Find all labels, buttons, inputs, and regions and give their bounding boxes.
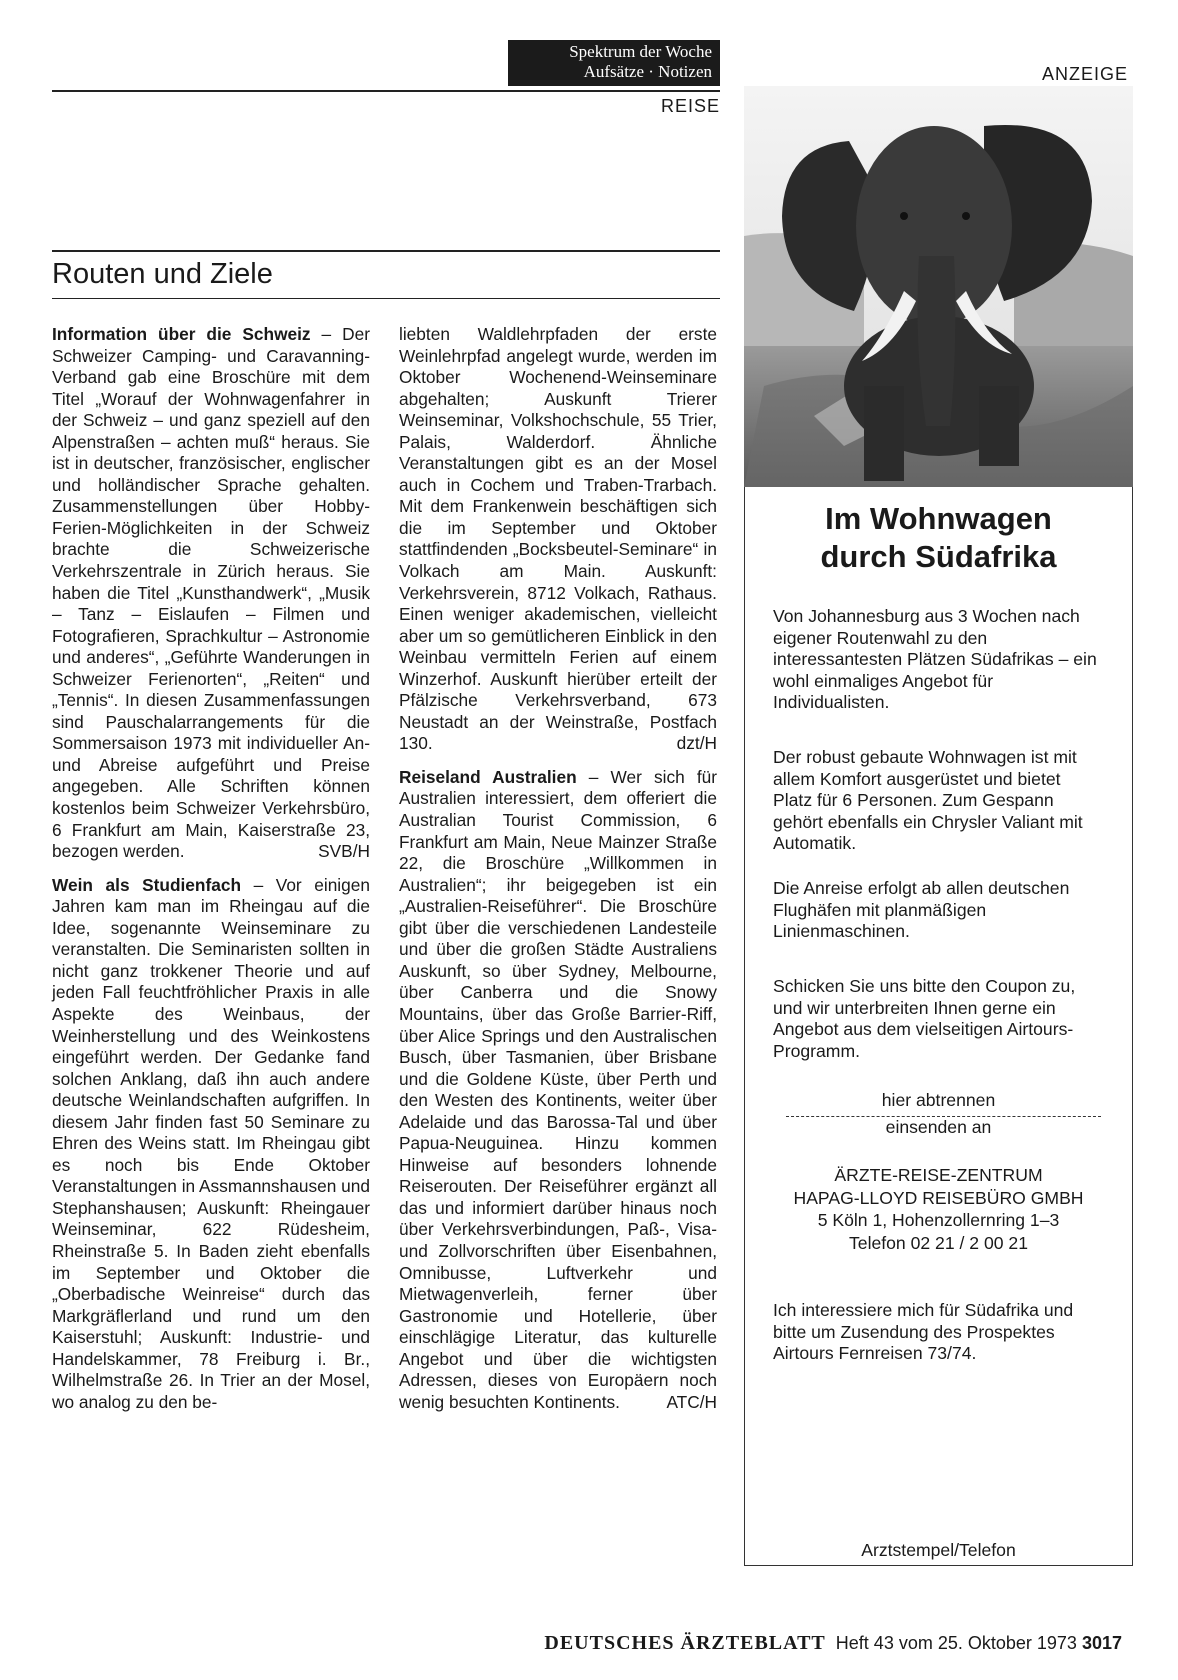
address-line: 5 Köln 1, Hohenzollernring 1–3 [817, 1210, 1060, 1230]
article-title: Routen und Ziele [52, 258, 273, 290]
paragraph-wine: Wein als Studienfach – Vor einigen Jahren kam man im Rheingau auf die Idee, sogenannte Weinseminare zu veranstalten. Die Seminaristen sollten in nicht ganz trokkener Theorie und auf jeden Fall feuchtfröhlicher Praxis in alle Aspekte des Weinbaus, der Weinherstellung und des Weinkostens eingeführt werden. Der Gedanke fand solchen Anklang, daß ihn auch andere deutsche Weinlandschaften aufgriffen. In diesem Jahr finden fast 50 Seminare zu Ehren des Weins statt. Im Rheingau gibt es noch bis Ende Oktober Veranstaltungen in Assmannshausen und Stephanshausen; Auskunft: Rheingauer Weinseminar, 622 Rüdesheim, Rheinstraße 5. In Baden zieht ebenfalls im September und Oktober die „Oberbadische Weinreise“ durch das Markgräflerland und rund um den Kaiserstuhl; Auskunft: Industrie- und Handelskammer, 78 Freiburg i. Br., Wilhelmstraße 26. In Trier an der Mosel, wo analog zu den be- [52, 874, 371, 1412]
ad-paragraph-coupon: Schicken Sie uns bitte den Coupon zu, und wir unterbreiten Ihnen gerne ein Angebot aus dem vielseitigen Airtours-Programm. [773, 976, 1076, 1061]
paragraph-australia: Reiseland Australien – Wer sich für Australien interessiert, dem offeriert die Australian Tourist Commission, 6 Frankfurt am Main, Neue Mainzer Straße 22, die Broschüre „Willkommen in Australien“; ihr beigegeben ist ein „Australien-Reiseführer“. Die Broschüre gibt über die verschiedenen Landesteile und über die großen Städte Australiens Auskunft, so über Sydney, Melbourne, über Canberra und die Snowy Mountains, über das Große Barrier-Riff, über Alice Springs und den Australischen Busch, über Tasmanien, über Brisbane und die Goldene Küste, über Perth und den Westen des Kontinents, weiter über Adelaide und das Barossa-Tal und über Papua-Neuguinea. Hinzu kommen Hinweise auf besonders lohnende Reiserouten. Der Reiseführer ergänzt all das und informiert darüber hinaus noch über Verkehrsverbindungen, Paß-, Visa- und Zollvorschriften über Eisenbahnen, Omnibusse, Luftverkehr und Mietwagenverleih, ferner über Gastronomie und Hotellerie, über einschlägige Literatur, das kulturelle Angebot und über die wichtigsten Adressen, dieses von Europäern noch wenig besuchten Kontinents. ATC/H [399, 766, 717, 1412]
title-rule-bottom [52, 298, 720, 299]
article-column-2 [399, 324, 717, 1413]
spektrum-line2: Aufsätze · Notizen [583, 62, 712, 81]
title-rule-top [52, 250, 720, 252]
send-to-label: einsenden an [885, 1117, 992, 1137]
address-line: HAPAG-LLOYD REISEBÜRO GMBH [793, 1187, 1084, 1208]
author-initials: dzt/H [676, 733, 717, 754]
address-line: Telefon 02 21 / 2 00 21 [848, 1232, 1028, 1253]
paragraph-head: Information über die Schweiz [52, 324, 311, 344]
paragraph-head: Reiseland Australien [399, 766, 577, 787]
ad-paragraph-offer: Von Johannesburg aus 3 Wochen nach eigener Routenwahl zu den interessantesten Plätzen Südafrikas – ein wohl einmaliges Angebot für Individualisten. [773, 606, 1097, 713]
paragraph-text: Vor einigen Jahren kam man im Rheingau auf die Idee, sogenannte Weinseminare zu veranstalten. Die Seminaristen sollten in nicht ganz trokkener Theorie und auf jeden Fall feuchtfröhlicher Praxis in alle Aspekte des Weinbaus, der Weinherstellung und des Weinkostens eingeführt werden. Der Gedanke fand solchen Anklang, daß ihn auch andere deutsche Weinlandschaften aufgriffen. In diesem Jahr finden fast 50 Seminare zu Ehren des Weins statt. Im Rheingau gibt es noch bis Ende Oktober Veranstaltungen in Assmannshausen und Stephanshausen; Auskunft: Rheingauer Weinseminar, 622 Rüdesheim, Rheinstraße 5. In Baden zieht ebenfalls im September und Oktober die „Oberbadische Weinreise“ durch das Markgräflerland und rund um den Kaiserstuhl; Auskunft: Industrie- und Handelskammer, 78 Freiburg i. Br., Wilhelmstraße 26. In Trier an der Mosel, wo analog zu den be- [52, 874, 371, 1412]
paragraph-text: liebten Waldlehrpfaden der erste Weinlehrpfad angelegt wurde, werden im Oktober Wochenend-Weinseminare abgehalten; Auskunft Trierer Weinseminar, Volkshochschule, 55 Trier, Palais, Walderdorf. Ähnliche Veranstaltungen gibt es an der Mosel auch in Cochem und Traben-Trarbach. Mit dem Frankenwein beschäftigen sich die im September und Oktober stattfindenden „Bocksbeutel-Seminare“ in Volkach am Main. Auskunft: Verkehrsverein, 8712 Volkach, Rathaus. Einen weniger akademischen, vielleicht aber um so gemütlicheren Einblick in den Weinbau vermitteln Ferien auf einem Winzerhof. Auskunft hierüber erteilt der Pfälzische Verkehrsverband, 673 Neustadt an der Weinstraße, Postfach 130. [399, 324, 717, 754]
coupon-request-text: Ich interessiere mich für Südafrika und bitte um Zusendung des Prospektes Airtours Fernreisen 73/74. [773, 1300, 1074, 1364]
page-number: 3017 [1081, 1633, 1122, 1653]
issue-info: Heft 43 vom 25. Oktober 1973 [835, 1633, 1077, 1653]
paragraph-text: Der Schweizer Camping- und Caravanning-Verband gab eine Broschüre mit dem Titel „Worauf der Wohnwagenfahrer in der Schweiz – und ganz speziell auf den Alpenstraßen – achten muß“ heraus. Sie ist in deutscher, französischer, englischer und holländischer Sprache gehalten. Zusammenstellungen über Hobby-Ferien-Möglichkeiten in der Schweiz brachte die Schweizerische Verkehrszentrale in Zürich heraus. Sie haben die Titel „Kunsthandwerk“, „Musik – Tanz – Eislaufen – Filmen und Fotografieren, Sprachkultur – Astronomie und anderes“, „Geführte Wanderungen in Schweizer Ferienorten“, „Reiten“ und „Tennis“. In diesen Zusammenfassungen sind Pauschalarrangements für die Sommersaison 1973 mit individueller An- und Abreise aufgeführt und Preise angegeben. Alle Schriften können kostenlos beim Schweizer Verkehrsbüro, 6 Frankfurt am Main, Kaiserstraße 23, bezogen werden. [52, 324, 370, 862]
cut-here-label: hier abtrennen [881, 1090, 996, 1110]
elephant-photo [744, 86, 1133, 487]
section-label: REISE [660, 96, 720, 116]
ad-headline [744, 500, 1133, 576]
paragraph-switzerland: Information über die Schweiz – Der Schweizer Camping- und Caravanning-Verband gab eine Broschüre mit dem Titel „Worauf der Wohnwagenfahrer in der Schweiz – und ganz speziell auf den Alpenstraßen – achten muß“ heraus. Sie ist in deutscher, französischer, englischer und holländischer Sprache gehalten. Zusammenstellungen über Hobby-Ferien-Möglichkeiten in der Schweiz brachte die Schweizerische Verkehrszentrale in Zürich heraus. Sie haben die Titel „Kunsthandwerk“, „Musik – Tanz – Eislaufen – Filmen und Fotografieren, Sprachkultur – Astronomie und anderes“, „Geführte Wanderungen in Schweizer Ferienorten“, „Reiten“ und „Tennis“. In diesen Zusammenfassungen sind Pauschalarrangements für die Sommersaison 1973 mit individueller An- und Abreise aufgeführt und Preise angegeben. Alle Schriften können kostenlos beim Schweizer Verkehrsbüro, 6 Frankfurt am Main, Kaiserstraße 23, bezogen werden. SVB/H [52, 324, 370, 862]
header-rule [52, 90, 720, 92]
paragraph-wine-continued [399, 324, 717, 755]
paragraph-head: Wein als Studienfach [52, 874, 242, 895]
journal-name: DEUTSCHES ÄRZTEBLATT [544, 1632, 826, 1654]
author-initials: SVB/H [318, 841, 370, 862]
page-footer [544, 1632, 1122, 1655]
ad-paragraph-travel: Die Anreise erfolgt ab allen deutschen Flughäfen mit planmäßigen Linienmaschinen. [773, 878, 1070, 942]
ad-headline-line1: Im Wohnwagen [825, 501, 1052, 536]
spektrum-label [508, 40, 720, 86]
coupon-address [744, 1164, 1133, 1254]
stamp-field-label: Arztstempel/Telefon [861, 1540, 1016, 1560]
article-column-1 [52, 324, 370, 1413]
ad-headline-line2: durch Südafrika [820, 539, 1057, 574]
ad-paragraph-caravan: Der robust gebaute Wohnwagen ist mit allem Komfort ausgerüstet und bietet Platz für 6 Personen. Zum Gespann gehört ebenfalls ein Chrysler Valiant mit Automatik. [773, 747, 1083, 854]
address-line: ÄRZTE-REISE-ZENTRUM [834, 1165, 1043, 1185]
author-initials: ATC/H [666, 1391, 717, 1412]
paragraph-text: Wer sich für Australien interessiert, dem offeriert die Australian Tourist Commission, 6 Frankfurt am Main, Neue Mainzer Straße 22, die Broschüre „Willkommen in Australien“; ihr beigegeben ist ein „Australien-Reiseführer“. Die Broschüre gibt über die verschiedenen Landesteile und über die großen Städte Australiens Auskunft, so über Sydney, Melbourne, über Canberra und die Snowy Mountains, über das Große Barrier-Riff, über Alice Springs und den Australischen Busch, über Tasmanien, über Brisbane und die Goldene Küste, über Perth und den Westen des Kontinents, weiter über Adelaide und das Barossa-Tal und über Papua-Neuguinea. Hinzu kommen Hinweise auf besonders lohnende Reiserouten. Der Reiseführer ergänzt all das und informiert darüber hinaus noch über Verkehrsverbindungen, Paß-, Visa- und Zollvorschriften über Eisenbahnen, Omnibusse, Luftverkehr und Mietwagenverleih, ferner über Gastronomie und Hotellerie, über einschlägige Literatur, das kulturelle Angebot und über die wichtigsten Adressen, dieses von Europäern noch wenig besuchten Kontinents. [399, 766, 717, 1412]
spektrum-line1: Spektrum der Woche [569, 42, 712, 61]
ad-label: ANZEIGE [1041, 64, 1128, 84]
